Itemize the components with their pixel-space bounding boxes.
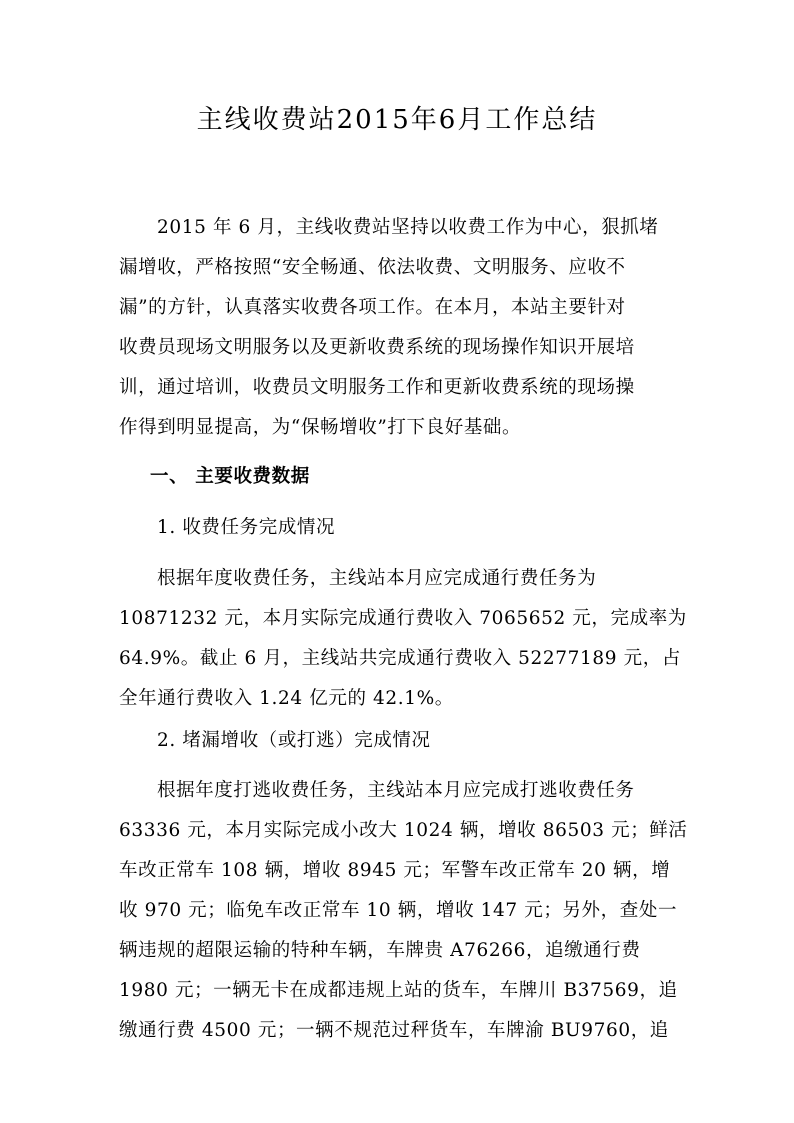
subsection-1-line-2: 10871232 元，本月实际完成通行费收入 7065652 元，完成率为 <box>119 608 687 629</box>
subsection-2-line-1: 根据年度打逃收费任务，主线站本月应完成打逃收费任务 <box>157 780 635 801</box>
document-title: 主线收费站2015年6月工作总结 <box>196 105 598 135</box>
subsection-2-line-5: 辆违规的超限运输的特种车辆，车牌贵 A76266，追缴通行费 <box>119 940 641 961</box>
subsection-2-line-4: 收 970 元；临免车改正常车 10 辆，增收 147 元；另外，查处一 <box>119 900 678 921</box>
subsection-2-line-2: 63336 元，本月实际完成小改大 1024 辆，增收 86503 元；鲜活 <box>119 820 688 841</box>
subsection-1-line-4: 全年通行费收入 1.24 亿元的 42.1%。 <box>119 688 454 709</box>
intro-line-5: 训，通过培训，收费员文明服务工作和更新收费系统的现场操 <box>119 377 635 398</box>
section-1-heading: 一、 主要收费数据 <box>150 466 310 487</box>
intro-line-2: 漏增收，严格按照“安全畅通、依法收费、文明服务、应收不 <box>119 257 626 278</box>
subsection-2-heading: 2. 堵漏增收（或打逃）完成情况 <box>157 730 431 751</box>
intro-line-3: 漏”的方针，认真落实收费各项工作。在本月，本站主要针对 <box>119 297 626 318</box>
intro-line-4: 收费员现场文明服务以及更新收费系统的现场操作知识开展培 <box>119 337 635 358</box>
intro-line-6: 作得到明显提高，为“保畅增收”打下良好基础。 <box>119 417 522 438</box>
intro-line-1: 2015 年 6 月，主线收费站坚持以收费工作为中心，狠抓堵 <box>157 217 659 238</box>
subsection-1-line-1: 根据年度收费任务，主线站本月应完成通行费任务为 <box>157 568 597 589</box>
subsection-2-line-6: 1980 元；一辆无卡在成都违规上站的货车，车牌川 B37569，追 <box>119 980 678 1001</box>
subsection-1-line-3: 64.9%。截止 6 月，主线站共完成通行费收入 52277189 元，占 <box>119 648 681 669</box>
subsection-2-line-7: 缴通行费 4500 元；一辆不规范过秤货车，车牌渝 BU9760，追 <box>119 1020 669 1041</box>
subsection-2-line-3: 车改正常车 108 辆，增收 8945 元；军警车改正常车 20 辆，增 <box>119 860 671 881</box>
subsection-1-heading: 1. 收费任务完成情况 <box>157 517 336 538</box>
